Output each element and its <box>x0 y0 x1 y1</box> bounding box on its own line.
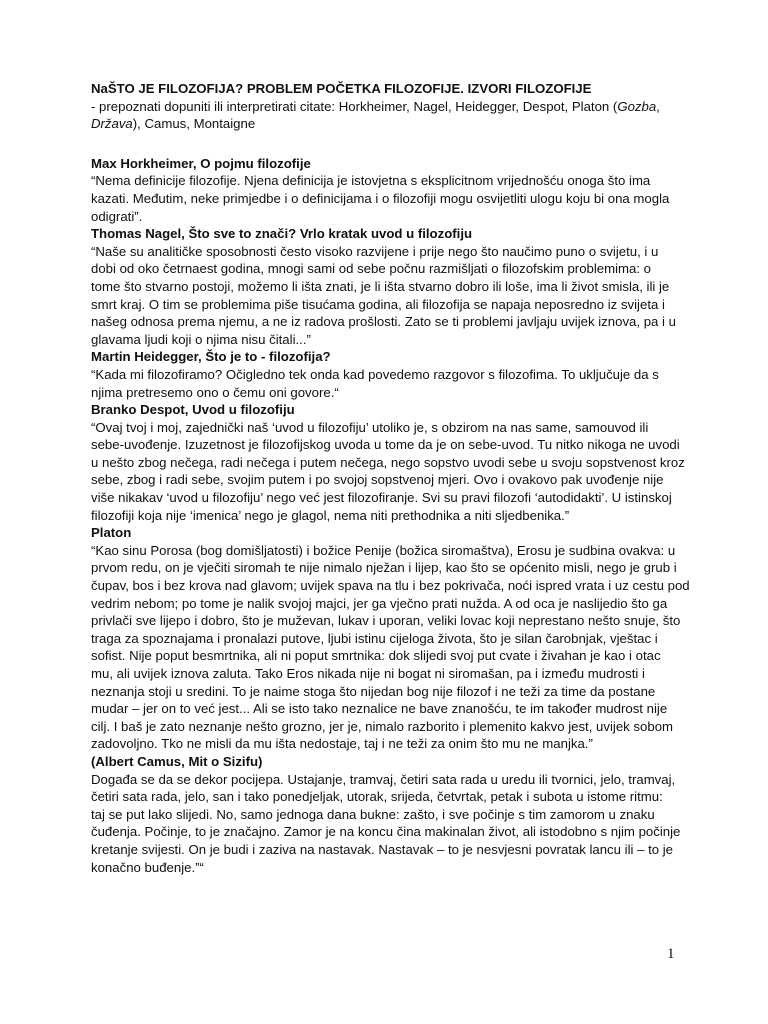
section-text-line: zadovoljno. Tko ne misli da mu išta nedostaje, taj i ne teži za onim što mu ne manjka.” <box>91 736 593 752</box>
section-text-line: sebe, zbog i radi sebe, svojim putem i po svojoj sopstvenoj mjeri. Ovo i ovakovo pak uvođenje nije <box>91 472 664 488</box>
section-text-line: više nikakav ‘uvod u filozofiju’ nego već jest filozofiranje. Svi su pravi filozofi ‘autodidakti’. U istinskoj <box>91 490 672 506</box>
section-text-line: filozofiji koja nije ‘imenica’ nego je glagol, nema niti prethodnika a niti sljedbenika.” <box>91 507 570 523</box>
section-text-line: smrt kraj. O tim se problemima piše tisućama godina, ali filozofija se napaja neposredno iz svijeta i <box>91 296 665 312</box>
section-1 <box>91 155 691 225</box>
section-text-line: četiri sata rada, jelo, san i tako ponedjeljak, utorak, srijeda, četvrtak, petak i subota u istome ritmu: <box>91 789 663 805</box>
section-heading: Max Horkheimer, O pojmu filozofije <box>91 155 311 171</box>
section-heading: Thomas Nagel, Što sve to znači? Vrlo kratak uvod u filozofiju <box>91 226 473 242</box>
section-text-line: u nešto zbog nečega, radi nečega i putem nečega, nego sopstvo uvodi sebe u svoju sopstvenost kroz <box>91 454 685 470</box>
section-5 <box>91 524 691 753</box>
section-text-line: “Nema definicije filozofije. Njena definicija je istovjetna s eksplicitnom vrijednošću onoga što ima <box>91 173 651 189</box>
section-text-line: privlači sve lijepo i dobro, što je muževan, lukav i uporan, veliki lovac koji neprestano nešto snuje, što <box>91 613 681 629</box>
section-text-line: “Kao sinu Porosa (bog domišljatosti) i božice Penije (božica siromaštva), Erosu je sudbina ovakva: u <box>91 542 676 558</box>
section-text-line: taj se put lako slijedi. No, samo jednoga dana bukne: zašto, i sve počinje s tim zamorom u znaku <box>91 806 655 822</box>
section-text-line: “Kada mi filozofiramo? Očigledno tek onda kad povedemo razgovor s filozofima. To uključuje da s <box>91 366 659 382</box>
page-number: 1 <box>667 946 675 962</box>
section-text-line: sebe-uvođenje. Izuzetnost je filozofijskog uvoda u tome da je on sebe-uvod. Tu nitko nikoga ne uvodi <box>91 437 680 453</box>
sections-container <box>91 155 691 876</box>
section-text-line: Događa se da se dekor pocijepa. Ustajanje, tramvaj, četiri sata rada u uredu ili tvornici, jelo, tramvaj, <box>91 771 676 787</box>
instruction-line-2: Država), Camus, Montaigne <box>91 116 256 132</box>
italic-drzava: Država <box>91 116 133 132</box>
section-text-line: “Naše su analitičke sposobnosti često visoko razvijene i prije nego što naučimo puno o svijetu, i u <box>91 243 659 259</box>
instruction-line-1-prefix: - prepoznati dopuniti ili interpretirati citate: Horkheimer, Nagel, Heidegger, Despot, Platon (Gozba, <box>91 98 660 114</box>
section-text-line: čuđenja. Počinje, to je značajno. Zamor je na koncu čina makinalan život, ali istodobno s njim počinje <box>91 824 681 840</box>
section-3 <box>91 348 691 401</box>
section-6 <box>91 753 691 876</box>
section-text-line: čupav, bos i bez krova nad glavom; uvijek spava na tlu i bez pokrivača, noći ispred vrata i uz cestu pod <box>91 578 690 594</box>
section-text-line: njima pretresemo ono o čemu oni govore.“ <box>91 384 339 400</box>
section-text-line: našeg odnosa prema njemu, a ne iz radova prošlosti. Zato se ti problemi javljaju uvijek iznova, pa i u <box>91 314 676 330</box>
section-text-line: konačno buđenje.”“ <box>91 859 204 875</box>
section-text-line: odigrati”. <box>91 208 143 224</box>
section-heading: Platon <box>91 525 132 541</box>
instruction-line <box>91 98 691 116</box>
section-text-line: sofist. Nije poput besmrtnika, ali ni poput smrtnika: dok slijedi svoj put cvate i živahan je kao i otac <box>91 648 661 664</box>
section-text-line: dobi od oko četrnaest godina, mnogi sami od sebe počnu razmišljati o filozofskim problemima: o <box>91 261 652 277</box>
section-text-line: traga za spoznajama i pronalazi putove, ljubi istinu cijeloga života, što je silan čarobnjak, vještac i <box>91 630 658 646</box>
section-text-line: kretanje svijesti. On je budi i zaziva na nastavak. Nastavak – to je nesvjesni povratak lancu ili – to je <box>91 841 674 857</box>
section-heading: Martin Heidegger, Što je to - filozofija? <box>91 349 331 365</box>
section-text-line: neznanja stoji u sredini. To je naime stoga što nijedan bog nije filozof i ne teži za time da postane <box>91 683 656 699</box>
italic-gozba: Gozba <box>617 98 657 114</box>
section-text-line: kazati. Međutim, neke primjedbe i o definicijama i o filozofiji mogu osvijetliti ulogu koju bi ona mogla <box>91 190 670 206</box>
section-text-line: cilj. I baš je zato neznanje nešto grozno, jer je, nimalo razborito i plemenito kakvo jest, uvijek sobom <box>91 718 674 734</box>
title-block <box>91 80 691 133</box>
section-text-line: mu, ali uvijek iznova zaluta. Tako Eros nikada nije ni bogat ni siromašan, pa i između mudrosti i <box>91 666 645 681</box>
document-page <box>91 80 691 876</box>
section-2 <box>91 225 691 348</box>
section-text-line: mudar – jer on to već jest... Ali se isto tako neznalice ne bave znanošću, te im također mudrost nije <box>91 701 668 717</box>
section-text-line: prvom redu, on je vječiti siromah te nije nimalo nježan i lijep, kao što se općenito misli, nego je grub i <box>91 560 677 576</box>
section-heading: (Albert Camus, Mit o Sizifu) <box>91 753 263 769</box>
section-text-line: “Ovaj tvoj i moj, zajednički naš ‘uvod u filozofiju’ utoliko je, s obzirom na nas same, samouvod ili <box>91 419 649 435</box>
document-title: NaŠTO JE FILOZOFIJA? PROBLEM POČETKA FILOZOFIJE. IZVORI FILOZOFIJE <box>91 81 592 96</box>
section-heading: Branko Despot, Uvod u filozofiju <box>91 402 295 418</box>
section-text-line: vedrim nebom; po tome je nalik svojoj majci, jer ga vječno prati nužda. A od oca je naslijedio što ga <box>91 595 668 611</box>
section-text-line: glavama ljudi koji o njima nisu čitali...” <box>91 331 311 347</box>
section-text-line: tome što stvarno postoji, možemo li išta znati, je li išta stvarno dobro ili loše, ima li život smisla, ili je <box>91 278 670 294</box>
section-4 <box>91 401 691 524</box>
